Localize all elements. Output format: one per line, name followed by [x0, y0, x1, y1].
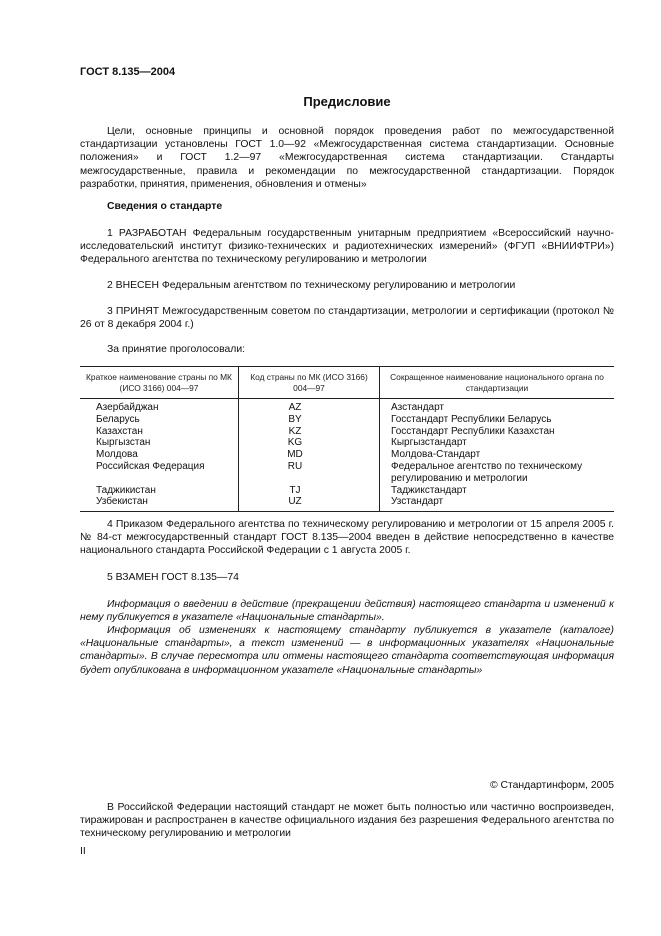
info-heading: Сведения о стандарте — [107, 201, 223, 212]
standards-body: Госстандарт Республики Беларусь — [380, 414, 615, 426]
table-row — [80, 426, 614, 438]
table-row — [80, 485, 614, 497]
standards-body: Узстандарт — [380, 496, 615, 511]
table-header-row — [80, 367, 614, 399]
header-standards-body: Сокращенное наименование национального органа по стандартизации — [380, 367, 615, 399]
country-name: Российская Федерация — [96, 460, 205, 472]
country-code: AZ — [239, 399, 380, 414]
item-2-introduced: 2 ВНЕСЕН Федеральным агентством по техническому регулированию и метрологии — [107, 280, 516, 291]
copyright: © Стандартинформ, 2005 — [489, 780, 614, 791]
standard-id: ГОСТ 8.135—2004 — [80, 66, 176, 78]
country-code: TJ — [239, 485, 380, 497]
country-code: MD — [239, 449, 380, 461]
table-body — [80, 399, 614, 512]
country-code: KZ — [239, 426, 380, 438]
table-row — [80, 461, 614, 485]
header-country-code: Код страны по МК (ИСО 3166) 004—97 — [239, 367, 380, 399]
country-code: KG — [239, 437, 380, 449]
voting-table — [80, 366, 614, 512]
standards-body: Молдова-Стандарт — [380, 449, 615, 461]
standards-body: Кыргызстандарт — [380, 437, 615, 449]
country-name: Кыргызстан — [96, 437, 151, 449]
country-code: UZ — [239, 496, 380, 511]
standards-body: Таджикстандарт — [380, 485, 615, 497]
table-row — [80, 414, 614, 426]
country-name: Беларусь — [96, 413, 140, 425]
item-3-adopted: 3 ПРИНЯТ Межгосударственным советом по стандартизации, метрологии и сертификации (протокол № 26 от 8 декабря 2004 г.) — [80, 306, 614, 331]
page-number: II — [80, 846, 86, 857]
standards-body: Госстандарт Республики Казахстан — [380, 426, 615, 438]
country-code: RU — [239, 461, 380, 485]
standards-body: Федеральное агентство по техническому регулированию и метрологии — [380, 461, 615, 485]
intro-paragraph: Цели, основные принципы и основной порядок проведения работ по межгосударственной стандартизации установлены ГОСТ 1.0—92 «Межгосударственная система стандартизации. Основные положения» и ГОСТ 1.2—97 «Межгосударственная система стандартизации. Стандарты межгосударственные, правила и рекомендации по межгосударственной стандартизации. Порядок разработки, принятия, применения, обновления и отмены» — [80, 126, 614, 190]
country-name: Молдова — [96, 449, 138, 461]
voted-label: За принятие проголосовали: — [107, 344, 246, 355]
country-code: BY — [239, 414, 380, 426]
table-row — [80, 449, 614, 461]
notice-introduction: Информация о введении в действие (прекращении действия) настоящего стандарта и изменений к нему публикуется в указателе «Национальные стандарты». — [80, 599, 614, 624]
country-name: Таджикистан — [96, 484, 156, 496]
country-name: Узбекистан — [80, 496, 239, 511]
table-row — [80, 399, 614, 414]
table-row — [80, 437, 614, 449]
table-row — [80, 496, 614, 511]
country-name: Азербайджан — [96, 402, 159, 413]
footer-note: В Российской Федерации настоящий стандарт не может быть полностью или частично воспроизведен, тиражирован и распространен в качестве официального издания без разрешения Федерального агентства по техническому регулированию и метрологии — [80, 802, 614, 840]
item-5-replaces: 5 ВЗАМЕН ГОСТ 8.135—74 — [107, 572, 239, 583]
country-name: Казахстан — [96, 425, 143, 437]
item-1-developed: 1 РАЗРАБОТАН Федеральным государственным унитарным предприятием «Всероссийский научно-исследовательский институт физико-технических и радиотехнических измерений» (ФГУП «ВНИИФТРИ») Федерального агентства по техническому регулированию и метрологии — [80, 228, 614, 266]
header-country-name: Краткое наименование страны по МК (ИСО 3166) 004—97 — [80, 367, 239, 399]
page-title: Предисловие — [303, 94, 391, 109]
notice-changes: Информация об изменениях к настоящему стандарту публикуется в указателе (каталоге) «Национальные стандарты», а текст изменений — в информационных указателях «Национальные стандарты». В случае пересмотра или отмены настоящего стандарта соответствующая информация будет опубликована в информационном указателе «Национальные стандарты» — [80, 625, 614, 676]
item-4-order: 4 Приказом Федерального агентства по техническому регулированию и метрологии от 15 апреля 2005 г. № 84-ст межгосударственный стандарт ГОСТ 8.135—2004 введен в действие непосредственно в качестве национального стандарта Российской Федерации с 1 августа 2005 г. — [80, 519, 614, 557]
standards-body: Азстандарт — [380, 399, 615, 414]
